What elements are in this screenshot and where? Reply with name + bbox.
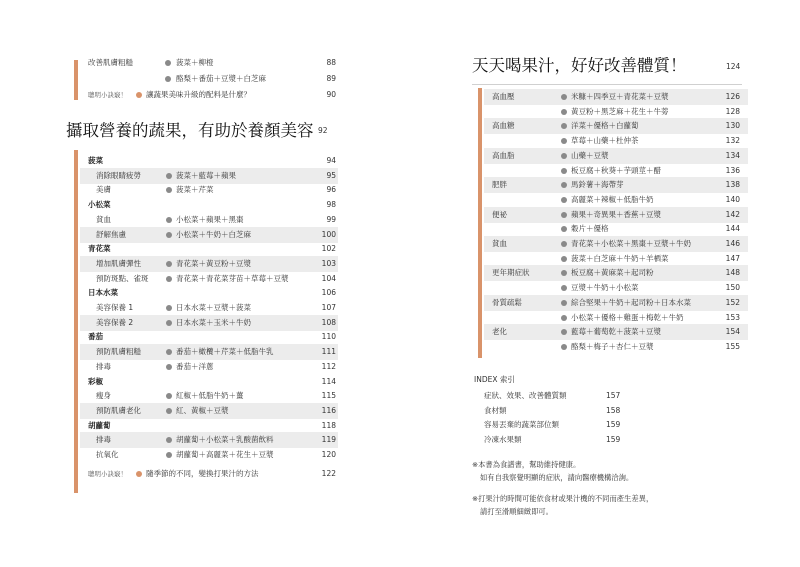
bullet-icon [166,232,172,238]
toc-row[interactable] [80,168,338,184]
bullet-icon [561,168,567,174]
category-row[interactable] [80,418,338,434]
toc-text: 蘋果＋奇異果＋香蕉＋豆漿 [571,209,661,219]
toc-text: 紅、黃椒＋豆漿 [176,405,229,415]
bullet-icon [165,76,171,82]
bullet-icon [561,344,567,350]
toc-row[interactable] [80,359,338,375]
toc-page: 146 [725,239,740,248]
toc-label: 抗氧化 [96,450,119,459]
toc-label: 預防肌膚粗糙 [96,347,141,357]
toc-page: 140 [725,194,740,204]
toc-label: 美容保養 2 [96,317,134,327]
tip-page: 122 [321,469,336,478]
toc-label: 瘦身 [96,391,111,401]
toc-text: 日本水菜＋玉米＋牛奶 [176,317,251,327]
bullet-icon [561,212,567,218]
toc-label: 肥胖 [492,180,507,190]
toc-row[interactable] [80,271,338,287]
toc-text: 黃豆粉＋黑芝麻＋花生＋牛蒡 [571,106,669,116]
toc-text: 日本水菜＋豆漿＋菠菜 [176,303,251,312]
toc-text: 洋菜＋優格＋白蘿蔔 [571,121,639,131]
toc-page: 103 [321,258,336,268]
category-row[interactable] [80,285,338,301]
category-label: 小松菜 [88,200,111,210]
toc-row[interactable] [80,315,338,331]
toc-label: 骨質疏鬆 [492,297,522,307]
toc-row[interactable] [80,388,338,404]
toc-text: 馬鈴薯＋海帶芽 [571,180,624,190]
toc-text: 高麗菜＋辣椒＋低脂牛奶 [571,194,654,204]
bullet-icon [165,60,171,66]
toc-row[interactable] [484,89,748,105]
section-heading[interactable]: 攝取營養的蔬果，有助於養顏美容 [66,121,314,140]
bullet-icon [561,270,567,276]
bullet-icon [561,123,567,129]
bullet-icon [166,305,172,311]
toc-label: 改善肌膚粗糙 [88,58,133,67]
category-row[interactable] [80,329,338,345]
toc-label: 排毒 [96,435,111,445]
toc-text: 青花菜＋青花菜芽苗＋草莓＋豆漿 [176,273,289,283]
toc-page: 100 [321,229,336,239]
toc-row[interactable] [80,403,338,419]
toc-page: 152 [725,297,740,307]
toc-page: 104 [321,273,336,283]
toc-page: 138 [725,180,740,190]
toc-page: 128 [725,106,740,116]
toc-page: 96 [326,185,336,195]
bullet-icon [561,153,567,159]
bullet-icon [561,285,567,291]
section-heading-page: 124 [726,62,741,71]
section-heading[interactable]: 天天喝果汁，好好改善體質！ [472,56,687,75]
index-page: 158 [606,405,621,415]
toc-text: 小松菜＋優格＋雞蛋＋梅乾＋牛奶 [571,312,684,322]
toc-page: 89 [326,74,336,83]
note-line: ※打果汁的時間可能依食材或果汁機的不同而產生差異， [472,494,654,503]
bullet-icon [166,276,172,282]
accent-bar-main [74,150,78,493]
toc-text: 菠菜＋白芝麻＋牛奶＋羊栖菜 [571,253,669,263]
toc-page: 112 [321,361,336,371]
toc-row[interactable] [484,251,748,267]
bullet-icon [561,300,567,306]
tip-text: 隨季節的不同，變換打果汁的方法 [146,469,259,478]
toc-label: 便祕 [492,209,507,219]
accent-bar-top [74,60,78,100]
toc-text: 板豆腐＋秋葵＋芋頭莖＋醋 [571,165,661,175]
toc-row[interactable] [484,207,748,223]
tip-bullet-icon [136,92,142,98]
index-text: 症狀、效果、改善體質類 [484,391,567,400]
toc-page: 111 [321,347,336,357]
category-row[interactable] [80,197,338,213]
toc-page: 119 [321,435,336,445]
tip-row[interactable] [88,87,336,103]
category-label: 日本水菜 [88,288,118,298]
bullet-icon [561,109,567,115]
toc-page: 102 [321,244,336,254]
toc-row[interactable] [484,148,748,164]
toc-page: 154 [725,327,740,337]
bullet-icon [561,226,567,232]
toc-page: 118 [321,420,336,430]
toc-row[interactable] [484,236,748,252]
toc-row[interactable] [484,163,748,179]
toc-label: 美膚 [96,185,111,195]
bullet-icon [561,241,567,247]
toc-row[interactable] [484,324,748,340]
toc-text: 青花菜＋小松菜＋黑棗＋豆漿＋牛奶 [571,239,691,248]
toc-label: 預防斑點、雀斑 [96,273,149,283]
toc-row[interactable] [80,227,338,243]
toc-label: 高血糖 [492,121,515,131]
toc-text: 小松菜＋蘋果＋黑棗 [176,214,244,224]
toc-text: 板豆腐＋黃麻菜＋起司粉 [571,268,654,278]
bullet-icon [561,315,567,321]
toc-text: 穀片＋優格 [571,224,609,234]
toc-row[interactable] [484,295,748,311]
note-line: 請打至滑順細緻即可。 [480,507,553,516]
toc-row[interactable] [484,310,748,326]
toc-page: 88 [326,58,336,67]
toc-page: 106 [321,288,336,298]
toc-label: 高血壓 [492,92,515,101]
toc-text: 豆漿＋牛奶＋小松菜 [571,283,639,293]
toc-row[interactable] [80,432,338,448]
category-row[interactable] [80,153,338,169]
toc-row[interactable] [484,177,748,193]
toc-page: 108 [321,317,336,327]
toc-text: 胡蘿蔔＋小松菜＋乳酸菌飲料 [176,435,274,445]
toc-page: 130 [725,121,740,131]
toc-text: 菠菜＋芹菜 [176,185,214,195]
toc-row[interactable] [484,280,748,296]
toc-page: 94 [326,156,336,165]
toc-text: 菠菜＋柳橙 [176,58,214,67]
toc-row[interactable] [80,256,338,272]
category-label: 菠菜 [88,156,103,165]
toc-page: 98 [326,200,336,210]
toc-label: 排毒 [96,361,111,371]
toc-text: 紅椒＋低脂牛奶＋薑 [176,391,244,401]
toc-row[interactable] [484,221,748,237]
bullet-icon [561,197,567,203]
toc-text: 綜合堅果＋牛奶＋起司粉＋日本水菜 [571,297,691,307]
bullet-icon [561,256,567,262]
toc-text: 酪梨＋番茄＋豆漿＋白芝麻 [176,74,266,83]
bullet-icon [166,408,172,414]
toc-text: 酪梨＋梅子＋杏仁＋豆漿 [571,341,654,351]
toc-page: 147 [725,253,740,263]
toc-row[interactable] [88,55,336,71]
note-line: 如有自我察覺明顯的症狀，請向醫療機構洽詢。 [480,473,634,482]
toc-label: 美容保養 1 [96,303,134,312]
index-page: 159 [606,434,621,444]
tip-page: 90 [326,90,336,99]
index-item[interactable] [484,432,664,448]
toc-label: 更年期症狀 [492,268,530,278]
toc-row[interactable] [80,212,338,228]
toc-page: 114 [321,376,336,386]
toc-text: 藍莓＋葡萄乾＋菠菜＋豆漿 [571,327,661,337]
toc-page: 115 [321,391,336,401]
bullet-icon [166,364,172,370]
bullet-icon [166,349,172,355]
category-label: 胡蘿蔔 [88,420,111,430]
category-label: 青花菜 [88,244,111,254]
category-row[interactable] [80,374,338,390]
toc-page: 150 [725,283,740,293]
category-label: 彩椒 [88,376,103,386]
toc-page: 116 [321,405,336,415]
toc-page: 136 [725,165,740,175]
bullet-icon [166,173,172,179]
toc-text: 番茄＋洋蔥 [176,361,214,371]
index-page: 159 [606,420,621,429]
bullet-icon [561,94,567,100]
index-title: INDEX 索引 [474,375,515,384]
toc-row[interactable] [80,300,338,316]
bullet-icon [166,320,172,326]
toc-row[interactable] [80,344,338,360]
toc-page: 134 [725,150,740,160]
toc-page: 120 [321,450,336,459]
toc-text: 米糠＋四季豆＋青花菜＋豆漿 [571,92,669,101]
section-heading-page: 92 [318,126,328,135]
tip-text: 讓蔬果美味升級的配料是什麼？ [146,90,251,99]
toc-text: 胡蘿蔔＋高麗菜＋花生＋豆漿 [176,450,274,459]
toc-row[interactable] [80,447,338,463]
bullet-icon [561,182,567,188]
index-text: 食材類 [484,405,507,415]
toc-label: 消除眼睛疲勞 [96,170,141,180]
toc-label: 高血脂 [492,150,515,160]
toc-page: 153 [725,312,740,322]
toc-label: 預防肌膚老化 [96,405,141,415]
toc-page: 155 [725,341,740,351]
accent-bar-right [478,88,482,358]
toc-row[interactable] [484,192,748,208]
toc-label: 增加肌膚彈性 [96,258,141,268]
toc-label: 舒解焦慮 [96,229,126,239]
toc-page: 148 [725,268,740,278]
bullet-icon [166,437,172,443]
tip-label: 聰明小訣竅！ [88,91,127,99]
index-text: 冷凍水果類 [484,434,522,444]
toc-row[interactable] [484,339,748,355]
bullet-icon [166,452,172,458]
toc-text: 青花菜＋黃豆粉＋豆漿 [176,258,251,268]
toc-label: 貧血 [492,239,507,248]
toc-page: 99 [326,214,336,224]
tip-bullet-icon [136,471,142,477]
toc-text: 菠菜＋藍莓＋蘋果 [176,170,236,180]
toc-row[interactable] [484,104,748,120]
toc-text: 草莓＋山藥＋杜仲茶 [571,136,639,146]
toc-page: 132 [725,136,740,146]
toc-page: 110 [321,332,336,342]
toc-text: 山藥＋豆漿 [571,150,609,160]
toc-row[interactable] [80,182,338,198]
right-page [400,0,800,567]
toc-row[interactable] [88,71,336,87]
tip-row[interactable] [88,466,336,482]
index-text: 容易丟棄的蔬菜部位類 [484,420,559,429]
bullet-icon [561,138,567,144]
bullet-icon [561,329,567,335]
toc-page: 126 [725,92,740,101]
toc-row[interactable] [484,118,748,134]
toc-label: 貧血 [96,214,111,224]
index-page: 157 [606,391,621,400]
toc-label: 老化 [492,327,507,337]
toc-row[interactable] [484,133,748,149]
bullet-icon [166,261,172,267]
toc-page: 144 [725,224,740,234]
toc-text: 小松菜＋牛奶＋白芝麻 [176,229,251,239]
bullet-icon [166,393,172,399]
bullet-icon [166,187,172,193]
toc-page: 95 [326,170,336,180]
toc-row[interactable] [484,265,748,281]
bullet-icon [166,217,172,223]
divider [472,84,742,85]
note-line: ※本書為食譜書，幫助維持健康。 [472,460,581,469]
tip-label: 聰明小訣竅！ [88,470,127,478]
category-label: 番茄 [88,332,103,342]
toc-page: 107 [321,303,336,312]
toc-page: 142 [725,209,740,219]
toc-text: 番茄＋橄欖＋芹菜＋低脂牛乳 [176,347,274,357]
category-row[interactable] [80,241,338,257]
